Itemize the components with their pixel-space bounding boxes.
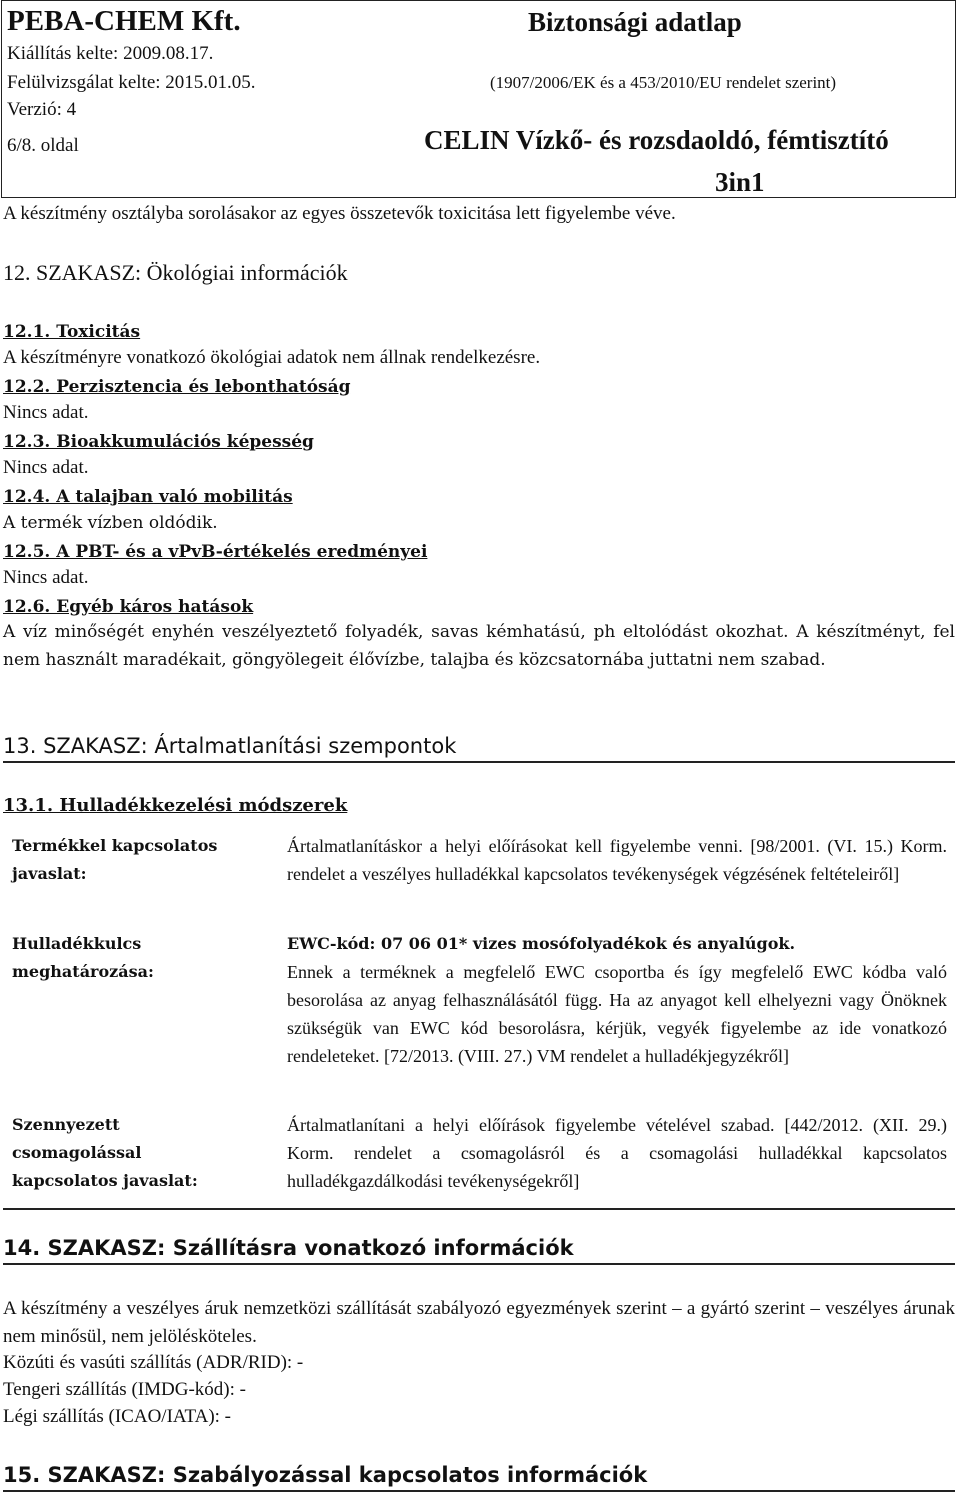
table-row-label: Hulladékkulcs meghatározása: [12,934,154,981]
subsection-heading: 12.6. Egyéb káros hatások [3,597,254,617]
section-15-title: 15. SZAKASZ: Szabályozással kapcsolatos információk [3,1463,955,1492]
table-row-label: Termékkel kapcsolatos javaslat: [12,836,218,883]
subsection-text: Nincs adat. [3,402,89,423]
ewc-description: Ennek a terméknek a megfelelő EWC csoportba és így megfelelő EWC kódba való besorolása az anyag felhasználásától függ. Ha az anyagot kell elhelyezni vagy Önöknek szükségük van EWC kód besorolásra, kérjük, vegyék figyelembe az ide vonatkozó rendeleteket. [72/2013. (VIII. 27.) VM rendelet a hulladékjegyzékről] [287,962,947,1066]
table-row-value [287,930,947,1070]
issue-date: Kiállítás kelte: 2009.08.17. [7,43,214,64]
product-name: CELIN Vízkő- és rozsdaoldó, fémtisztító [424,125,889,155]
table-row-value: Ártalmatlanításkor a helyi előírásokat kell figyelembe venni. [98/2001. (VI. 15.) Korm. rendelet a veszélyes hulladékkal kapcsolatos tevékenységek végzésének feltételeiről] [287,836,947,884]
document-header [1,0,956,198]
transport-sea: Tengeri szállítás (IMDG-kód): - [3,1379,246,1400]
subsection-text: Nincs adat. [3,567,89,588]
table-row-value: Ártalmatlanítani a helyi előírások figyelembe vételével szabad. [442/2012. (XII. 29.) Korm. rendelet a csomagolásról és a csomagolási hulladékkal kapcsolatos hulladékgazdálkodási tevékenységekről] [287,1115,947,1191]
transport-paragraph: A készítmény a veszélyes áruk nemzetközi szállítását szabályozó egyezmények szerint – a gyártó szerint – veszélyes árunak nem minősül, nem jelölésköteles. [3,1298,955,1347]
subsection-text: A készítményre vonatkozó ökológiai adatok nem állnak rendelkezésre. [3,347,541,368]
subsection-text: Nincs adat. [3,457,89,478]
section-12-title: 12. SZAKASZ: Ökológiai információk [3,260,348,285]
review-date: Felülvizsgálat kelte: 2015.01.05. [7,72,256,93]
page-number: 6/8. oldal [7,135,79,156]
table-row-label: Szennyezett csomagolással kapcsolatos javaslat: [12,1115,198,1190]
version: Verzió: 4 [7,99,77,120]
subsection-heading: 12.3. Bioakkumulációs képesség [3,432,314,452]
subsection-heading: 12.5. A PBT- és a vPvB-értékelés eredményei [3,542,428,562]
divider [3,1208,955,1210]
product-variant: 3in1 [715,167,765,197]
transport-road-rail: Közúti és vasúti szállítás (ADR/RID): - [3,1352,304,1373]
subsection-heading: 12.4. A talajban való mobilitás [3,487,293,507]
regulation-note: (1907/2006/EK és a 453/2010/EU rendelet szerint) [490,73,837,92]
intro-note: A készítmény osztályba sorolásakor az egyes összetevők toxicitása lett figyelembe véve. [3,203,676,224]
subsection-heading: 12.1. Toxicitás [3,322,141,342]
document-title: Biztonsági adatlap [528,7,742,37]
transport-air: Légi szállítás (ICAO/IATA): - [3,1406,231,1427]
section-13-title: 13. SZAKASZ: Ártalmatlanítási szempontok [3,734,955,763]
section-14-title: 14. SZAKASZ: Szállításra vonatkozó információk [3,1236,955,1265]
ewc-code: EWC-kód: 07 06 01* vizes mosófolyadékok és anyalúgok. [287,934,796,953]
subsection-heading: 12.2. Perzisztencia és lebonthatóság [3,377,351,397]
company-name: PEBA-CHEM Kft. [7,5,241,37]
subsection-paragraph: A víz minőségét enyhén veszélyeztető folyadék, savas kémhatású, ph eltolódást okozhat. A készítményt, fel nem használt maradékait, göngyölegeit élővízbe, talajba és közcsatornába juttatni nem szabad. [3,622,955,670]
subsection-text: A termék vízben oldódik. [3,513,218,533]
subsection-heading: 13.1. Hulladékkezelési módszerek [3,795,348,816]
